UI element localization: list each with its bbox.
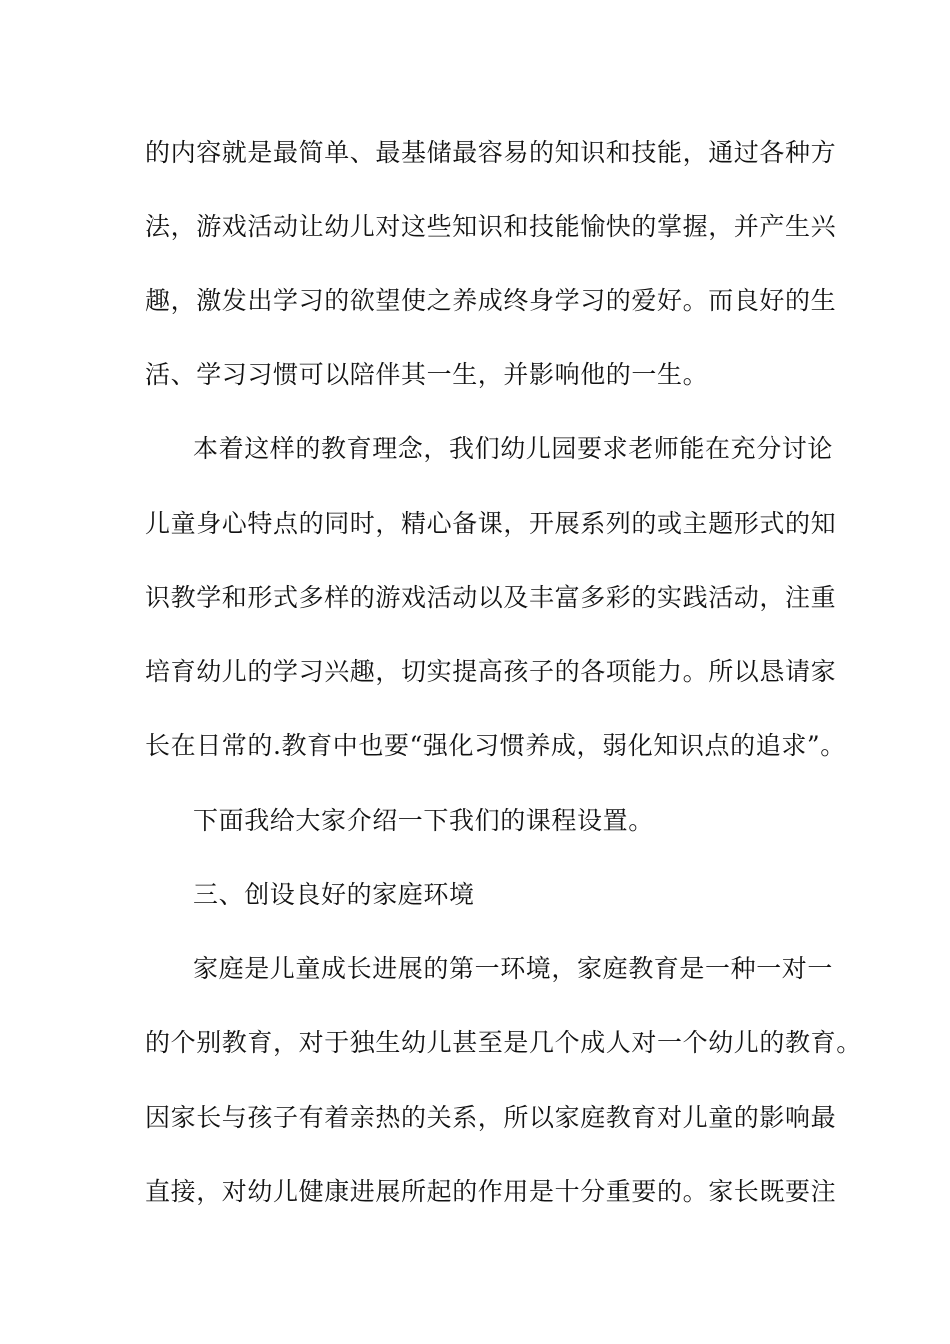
text-line: 因家长与孩子有着亲热的关系，所以家庭教育对儿童的影响最 (145, 1103, 837, 1132)
text-line: 长在日常的.教育中也要“强化习惯养成，弱化知识点的追求”。 (145, 731, 846, 760)
text-line: 儿童身心特点的同时，精心备课，开展系列的或主题形式的知 (145, 509, 837, 538)
section-heading: 三、创设良好的家庭环境 (193, 880, 475, 909)
text-line: 识教学和形式多样的游戏活动以及丰富多彩的实践活动，注重 (145, 583, 837, 612)
text-line: 培育幼儿的学习兴趣，切实提高孩子的各项能力。所以恳请家 (145, 657, 837, 686)
paragraph-start-line: 家庭是儿童成长进展的第一环境，家庭教育是一种一对一 (193, 954, 834, 983)
text-line: 活、学习习惯可以陪伴其一生，并影响他的一生。 (145, 360, 709, 389)
text-line: 的个别教育，对于独生幼儿甚至是几个成人对一个幼儿的教育。 (145, 1028, 862, 1057)
text-line: 直接，对幼儿健康进展所起的作用是十分重要的。家长既要注 (145, 1177, 837, 1206)
paragraph-start-line: 本着这样的教育理念，我们幼儿园要求老师能在充分讨论 (193, 434, 834, 463)
paragraph-start-line: 下面我给大家介绍一下我们的课程设置。 (193, 806, 654, 835)
text-line: 法，游戏活动让幼儿对这些知识和技能愉快的掌握，并产生兴 (145, 212, 837, 241)
text-line: 趣，激发出学习的欲望使之养成终身学习的爱好。而良好的生 (145, 286, 837, 315)
text-line: 的内容就是最简单、最基储最容易的知识和技能，通过各种方 (145, 138, 837, 167)
